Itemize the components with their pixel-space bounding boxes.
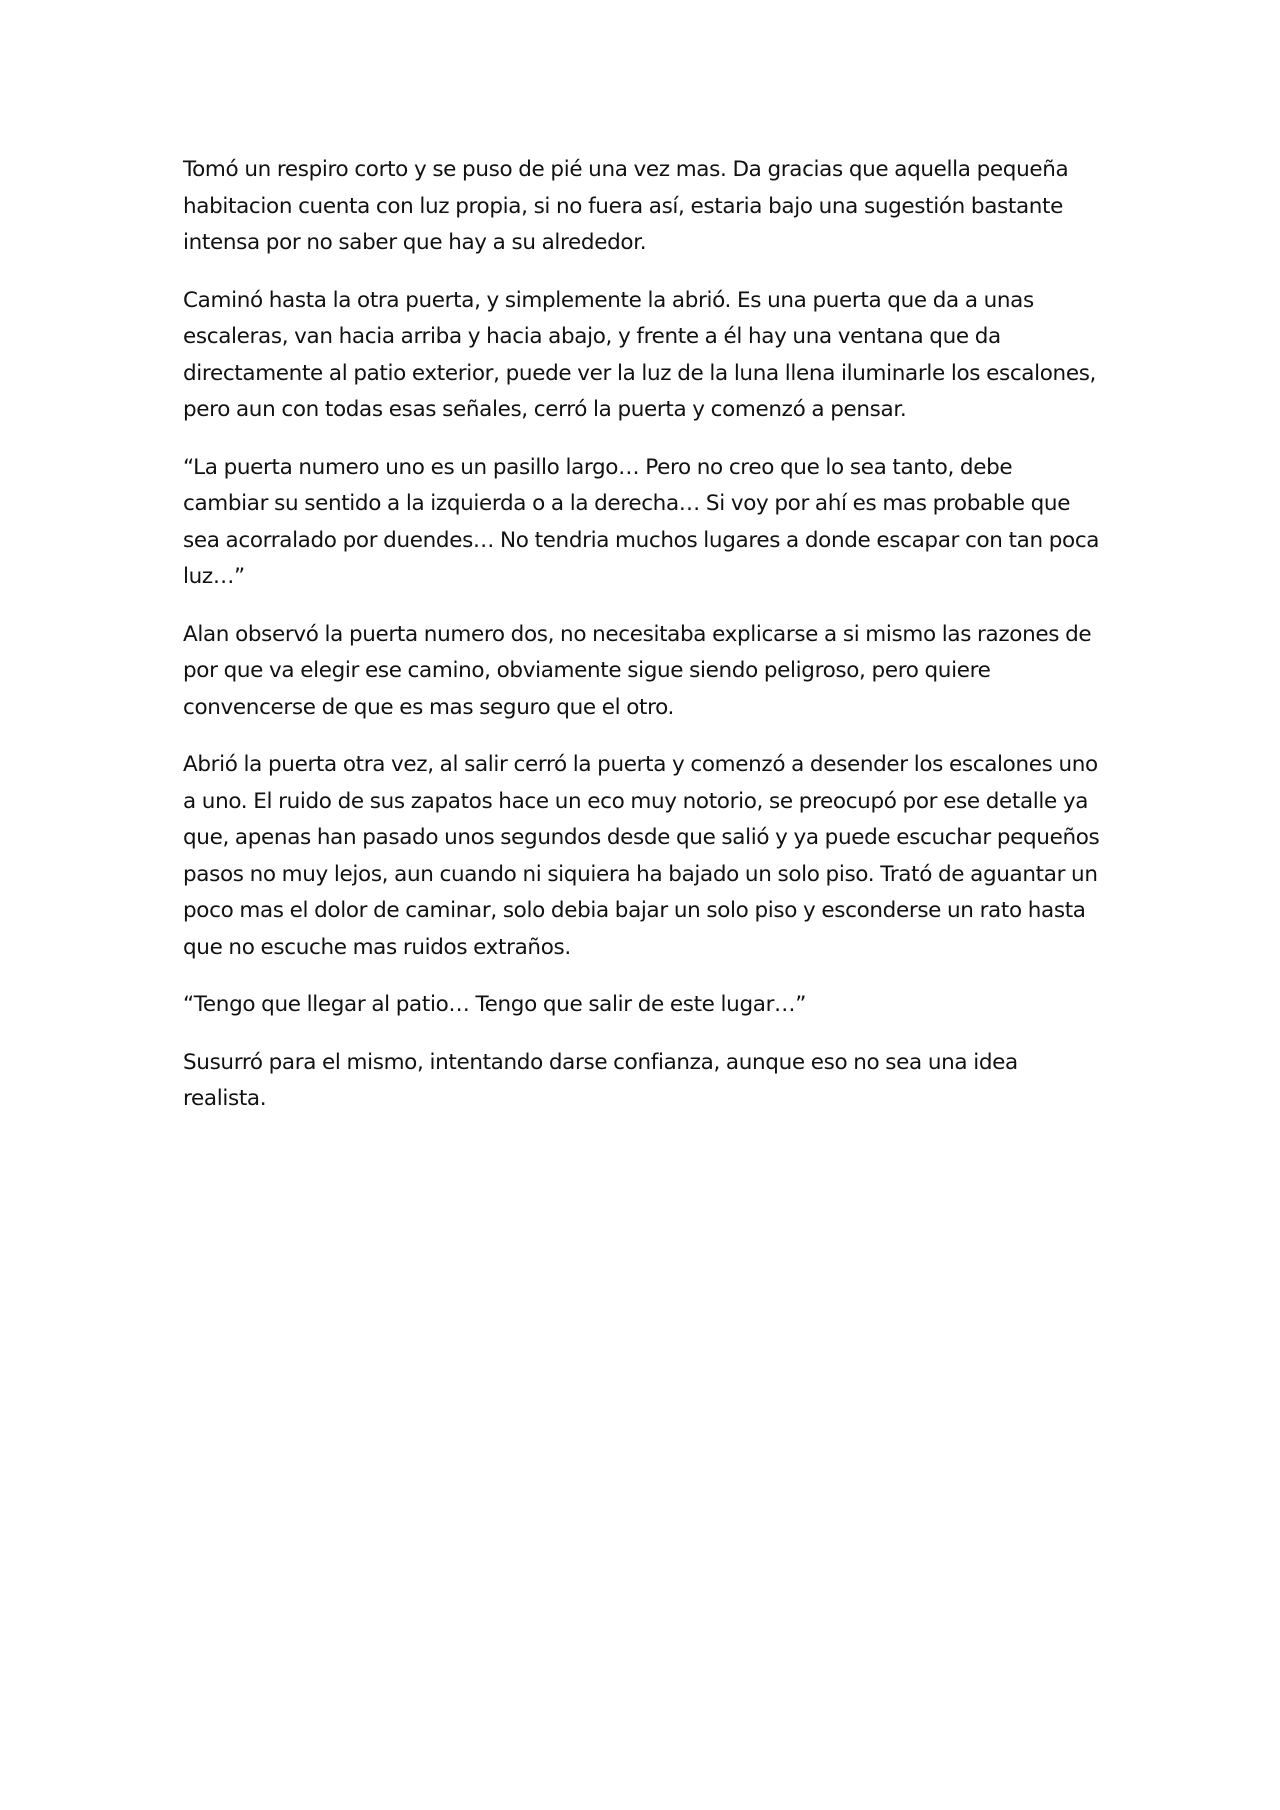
paragraph: Susurró para el mismo, intentando darse confianza, aunque eso no sea una idea realista. (183, 1049, 1018, 1111)
paragraph: Abrió la puerta otra vez, al salir cerró la puerta y comenzó a desender los escalones uno a uno. El ruido de sus zapatos hace un eco muy notorio, se preocupó por ese detalle ya que, apenas han pasado unos segundos desde que salió y ya puede escuchar pequeños pasos no muy lejos, aun cuando ni siquiera ha bajado un solo piso. Trató de aguantar un poco mas el dolor de caminar, solo debia bajar un solo piso y esconderse un rato hasta que no escuche mas ruidos extraños. (183, 752, 1100, 960)
paragraph: “La puerta numero uno es un pasillo largo… Pero no creo que lo sea tanto, debe cambiar su sentido a la izquierda o a la derecha… Si voy por ahí es mas probable que sea acorralado por duendes… No tendria muchos lugares a donde escapar con tan poca luz…” (183, 454, 1100, 589)
paragraph: “Tengo que llegar al patio… Tengo que salir de este lugar…” (183, 992, 806, 1017)
document-body (183, 152, 1103, 1139)
paragraph: Caminó hasta la otra puerta, y simplemente la abrió. Es una puerta que da a unas escaleras, van hacia arriba y hacia abajo, y frente a él hay una ventana que da directamente al patio exterior, puede ver la luz de la luna llena iluminarle los escalones, pero aun con todas esas señales, cerró la puerta y comenzó a pensar. (183, 287, 1097, 422)
paragraph: Alan observó la puerta numero dos, no necesitaba explicarse a si mismo las razones de por que va elegir ese camino, obviamente sigue siendo peligroso, pero quiere convencerse de que es mas seguro que el otro. (183, 621, 1092, 720)
paragraph: Tomó un respiro corto y se puso de pié una vez mas. Da gracias que aquella pequeña habitacion cuenta con luz propia, si no fuera así, estaria bajo una sugestión bastante intensa por no saber que hay a su alrededor. (183, 157, 1069, 255)
